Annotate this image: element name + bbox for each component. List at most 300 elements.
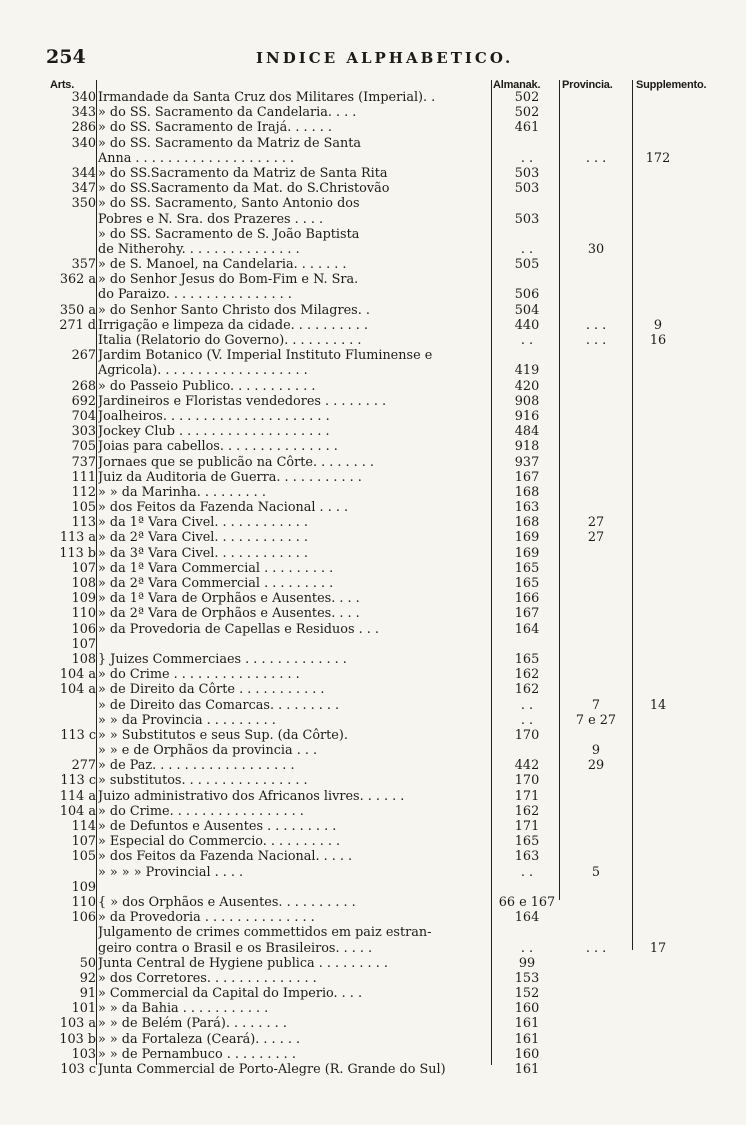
entry-almanak-page: 171 [514, 819, 540, 834]
entry-article-number [44, 242, 96, 257]
entry-description: de Nitherohy. . . . . . . . . . . . . . . [98, 241, 300, 257]
entry-supplemento-page [632, 652, 684, 667]
entry-article-number: 111 [71, 469, 96, 485]
entry-provincia-page [560, 956, 632, 971]
entry-almanak-page: 162 [514, 667, 540, 683]
index-entry [0, 151, 746, 166]
index-entries [0, 90, 746, 1077]
index-entry [0, 439, 746, 454]
column-header-arts: Arts. [50, 79, 75, 91]
entry-provincia-page [560, 773, 632, 788]
entry-provincia-page [560, 728, 632, 743]
entry-almanak-page [494, 227, 560, 242]
entry-provincia-page [560, 212, 632, 227]
index-entry [0, 166, 746, 181]
entry-provincia-page [560, 910, 632, 925]
entry-provincia-page: 27 [587, 530, 605, 546]
entry-description: Juizo administrativo dos Africanos livres. . . . . . [98, 788, 405, 804]
entry-almanak-page: 503 [514, 165, 540, 181]
entry-provincia-page [560, 804, 632, 819]
entry-article-number: 268 [71, 378, 96, 394]
entry-article-number: 91 [79, 986, 96, 1002]
entry-description: Joalheiros. . . . . . . . . . . . . . . . . . . . . [98, 408, 330, 424]
entry-description: Julgamento de crimes commettidos em paiz estran- [98, 925, 432, 941]
entry-article-number: 286 [71, 120, 96, 136]
entry-article-number [44, 865, 96, 880]
entry-almanak-page: 503 [514, 211, 540, 227]
entry-provincia-page [560, 363, 632, 378]
entry-almanak-page: 165 [514, 834, 540, 850]
index-entry [0, 394, 746, 409]
entry-almanak-page: 165 [514, 576, 540, 591]
index-entry [0, 728, 746, 743]
entry-almanak-page: 166 [514, 591, 540, 607]
entry-provincia-page [560, 606, 632, 621]
entry-article-number [44, 941, 96, 956]
entry-description: » da 2ª Vara Civel. . . . . . . . . . . . [98, 530, 308, 546]
entry-description: » dos Feitos da Fazenda Nacional. . . . . [98, 849, 353, 865]
entry-description: » Commercial da Capital do Imperio. . . . [98, 986, 363, 1002]
entry-description: » » da Marinha. . . . . . . . . [98, 484, 266, 500]
entry-description: Italia (Relatorio do Governo). . . . . . . . . . [98, 333, 362, 348]
entry-provincia-page [560, 287, 632, 302]
entry-supplemento-page: 9 [653, 317, 663, 333]
entry-almanak-page: 908 [514, 393, 540, 409]
entry-almanak-page: 505 [514, 257, 540, 273]
entry-description: Irrigação e limpeza da cidade. . . . . . . . . . [98, 317, 368, 333]
index-entry [0, 698, 746, 713]
entry-almanak-page: 918 [514, 439, 540, 455]
entry-provincia-page [560, 880, 632, 895]
entry-almanak-page: 66 e 167 [498, 894, 556, 910]
entry-supplemento-page [632, 287, 684, 302]
entry-article-number: 350 [71, 196, 96, 212]
entry-provincia-page: . . . [585, 333, 607, 348]
entry-article-number: 110 [71, 606, 96, 622]
entry-supplemento-page [632, 166, 684, 181]
index-entry [0, 606, 746, 621]
entry-supplemento-page [632, 303, 684, 318]
entry-supplemento-page [632, 485, 684, 500]
entry-almanak-page: 162 [514, 682, 540, 698]
index-entry [0, 272, 746, 287]
entry-almanak-page: 502 [514, 90, 540, 105]
index-entry [0, 895, 746, 910]
entry-provincia-page [560, 849, 632, 864]
index-entry [0, 576, 746, 591]
entry-article-number: 103 b [59, 1031, 96, 1047]
entry-description: Irmandade da Santa Cruz dos Militares (Imperial). . [98, 90, 436, 105]
entry-description [98, 637, 488, 652]
entry-provincia-page [560, 227, 632, 242]
entry-supplemento-page [632, 196, 684, 211]
entry-description: » » de Belém (Pará). . . . . . . . [98, 1016, 287, 1032]
entry-article-number: 112 [71, 484, 96, 500]
entry-article-number: 103 c [60, 1062, 96, 1077]
entry-article-number: 704 [71, 408, 96, 424]
entry-supplemento-page [632, 865, 684, 880]
index-entry [0, 941, 746, 956]
entry-supplemento-page [632, 910, 684, 925]
index-entry [0, 227, 746, 242]
entry-provincia-page [560, 409, 632, 424]
entry-almanak-page: 99 [518, 955, 536, 971]
entry-supplemento-page [632, 546, 684, 561]
entry-almanak-page: . . [520, 940, 534, 956]
entry-almanak-page: 506 [514, 287, 540, 303]
entry-supplemento-page [632, 1032, 684, 1047]
entry-article-number: 108 [71, 651, 96, 667]
entry-article-number [44, 287, 96, 302]
index-entry [0, 318, 746, 333]
entry-article-number [44, 363, 96, 378]
entry-almanak-page: 164 [514, 621, 540, 637]
entry-supplemento-page [632, 789, 684, 804]
entry-provincia-page [560, 470, 632, 485]
entry-article-number: 104 a [59, 803, 96, 819]
entry-article-number: 92 [79, 970, 96, 986]
entry-description: Jardineiros e Floristas vendedores . . . . . . . . [98, 393, 387, 409]
entry-supplemento-page [632, 1047, 684, 1062]
entry-almanak-page: 165 [514, 651, 540, 667]
entry-supplemento-page [632, 561, 684, 576]
entry-article-number: 50 [79, 955, 96, 971]
index-entry [0, 652, 746, 667]
entry-article-number: 107 [71, 560, 96, 576]
entry-provincia-page [560, 1062, 632, 1077]
entry-provincia-page [560, 789, 632, 804]
entry-almanak-page [494, 196, 560, 211]
entry-article-number: 344 [71, 165, 96, 181]
entry-supplemento-page [632, 713, 684, 728]
entry-article-number [44, 333, 96, 348]
entry-description: » do Crime . . . . . . . . . . . . . . . . [98, 667, 300, 683]
entry-supplemento-page [632, 834, 684, 849]
entry-supplemento-page [632, 242, 684, 257]
entry-supplemento-page [632, 1001, 684, 1016]
entry-article-number: 103 [71, 1046, 96, 1062]
entry-provincia-page [560, 257, 632, 272]
index-entry [0, 622, 746, 637]
entry-article-number [44, 698, 96, 713]
entry-supplemento-page [632, 136, 684, 151]
entry-article-number: 114 a [59, 788, 96, 804]
entry-article-number: 340 [71, 135, 96, 151]
entry-description [98, 880, 488, 895]
index-entry [0, 287, 746, 302]
index-entry [0, 758, 746, 773]
entry-article-number: 110 [71, 894, 96, 910]
entry-supplemento-page: 17 [649, 940, 667, 956]
entry-description: » substitutos. . . . . . . . . . . . . . . . [98, 773, 308, 789]
index-entry [0, 819, 746, 834]
entry-description: » do SS. Sacramento da Candelaria. . . . [98, 105, 357, 121]
entry-description: » do SS. Sacramento de S. João Baptista [98, 226, 360, 242]
entry-provincia-page [560, 166, 632, 181]
index-entry [0, 257, 746, 272]
entry-provincia-page [560, 394, 632, 409]
entry-provincia-page [560, 622, 632, 637]
entry-almanak-page: 168 [514, 515, 540, 531]
entry-provincia-page [560, 971, 632, 986]
entry-supplemento-page [632, 120, 684, 135]
entry-almanak-page: 152 [514, 986, 540, 1002]
entry-provincia-page: . . . [585, 150, 607, 166]
entry-article-number: 705 [71, 439, 96, 455]
entry-provincia-page: 29 [587, 758, 605, 774]
entry-supplemento-page [632, 667, 684, 682]
entry-supplemento-page [632, 1062, 684, 1077]
entry-description: Jardim Botanico (V. Imperial Instituto Fluminense e [98, 348, 433, 364]
entry-description: do Paraizo. . . . . . . . . . . . . . . . [98, 287, 292, 303]
entry-description: » de Paz. . . . . . . . . . . . . . . . . . [98, 758, 295, 774]
entry-article-number: 271 d [59, 317, 96, 333]
entry-supplemento-page: 16 [649, 333, 667, 348]
entry-provincia-page [560, 272, 632, 287]
entry-article-number: 737 [71, 454, 96, 470]
index-entry [0, 196, 746, 211]
entry-supplemento-page [632, 576, 684, 591]
entry-almanak-page: 504 [514, 302, 540, 318]
index-entry [0, 515, 746, 530]
entry-description: » de Defuntos e Ausentes . . . . . . . . . [98, 819, 337, 834]
entry-almanak-page: 162 [514, 803, 540, 819]
entry-description: Juiz da Auditoria de Guerra. . . . . . . . . . . [98, 469, 362, 485]
entry-provincia-page [560, 652, 632, 667]
entry-article-number: 108 [71, 576, 96, 591]
entry-supplemento-page [632, 181, 684, 196]
entry-supplemento-page: 172 [645, 150, 671, 166]
entry-description: » » da Bahia . . . . . . . . . . . [98, 1001, 269, 1017]
entry-supplemento-page [632, 439, 684, 454]
entry-supplemento-page [632, 455, 684, 470]
entry-supplemento-page: 14 [649, 697, 667, 713]
entry-description: Jockey Club . . . . . . . . . . . . . . . . . . . [98, 424, 330, 440]
entry-article-number: 107 [71, 636, 96, 652]
index-entry [0, 485, 746, 500]
entry-provincia-page: 5 [591, 864, 601, 880]
entry-almanak-page: 168 [514, 484, 540, 500]
entry-almanak-page: 937 [514, 454, 540, 470]
entry-article-number: 113 b [59, 545, 96, 561]
entry-supplemento-page [632, 257, 684, 272]
entry-description: » do SS. Sacramento, Santo Antonio dos [98, 196, 360, 212]
entry-supplemento-page [632, 758, 684, 773]
entry-provincia-page [560, 819, 632, 834]
entry-almanak-page: 442 [514, 758, 540, 774]
index-entry [0, 379, 746, 394]
index-entry [0, 773, 746, 788]
entry-supplemento-page [632, 515, 684, 530]
entry-almanak-page: 419 [514, 363, 540, 379]
entry-article-number: 362 a [59, 272, 96, 288]
index-entry [0, 181, 746, 196]
entry-provincia-page [560, 986, 632, 1001]
entry-article-number: 340 [71, 90, 96, 105]
entry-provincia-page: . . . [585, 940, 607, 956]
entry-description: » do SS.Sacramento da Mat. do S.Christovão [98, 181, 390, 197]
index-entry [0, 500, 746, 515]
entry-almanak-page: 440 [514, 317, 540, 333]
entry-description: » do Senhor Jesus do Bom-Fim e N. Sra. [98, 272, 359, 288]
entry-provincia-page [560, 834, 632, 849]
entry-description: » da 2ª Vara Commercial . . . . . . . . . [98, 576, 334, 591]
entry-supplemento-page [632, 728, 684, 743]
index-entry [0, 90, 746, 105]
column-header-almanak: Almanak. [493, 79, 541, 91]
entry-supplemento-page [632, 986, 684, 1001]
entry-provincia-page: . . . [585, 317, 607, 333]
entry-article-number [44, 151, 96, 166]
index-entry [0, 849, 746, 864]
entry-description: » da 2ª Vara de Orphãos e Ausentes. . . . [98, 606, 360, 622]
entry-description: » da Provedoria . . . . . . . . . . . . . . [98, 910, 315, 926]
index-entry [0, 212, 746, 227]
entry-article-number [44, 713, 96, 728]
entry-article-number: 347 [71, 181, 96, 197]
entry-supplemento-page [632, 849, 684, 864]
entry-description: » do SS.Sacramento da Matriz de Santa Rita [98, 165, 388, 181]
entry-description: { » dos Orphãos e Ausentes. . . . . . . . . . [98, 894, 356, 910]
entry-article-number: 113 [71, 515, 96, 531]
entry-article-number: 103 a [59, 1016, 96, 1032]
entry-supplemento-page [632, 272, 684, 287]
index-entry [0, 1032, 746, 1047]
entry-almanak-page: 161 [514, 1031, 540, 1047]
entry-almanak-page: 169 [514, 545, 540, 561]
entry-almanak-page: 420 [514, 378, 540, 394]
entry-article-number: 350 a [59, 302, 96, 318]
index-entry [0, 682, 746, 697]
entry-almanak-page [494, 743, 560, 758]
entry-supplemento-page [632, 637, 684, 652]
entry-provincia-page [560, 348, 632, 363]
entry-almanak-page: 165 [514, 560, 540, 576]
entry-description: » da Provedoria de Capellas e Residuos . . . [98, 621, 379, 637]
entry-description: » de Direito da Côrte . . . . . . . . . . . [98, 682, 325, 698]
index-entry [0, 834, 746, 849]
entry-almanak-page: 163 [514, 849, 540, 865]
index-entry [0, 136, 746, 151]
entry-description: » do Crime. . . . . . . . . . . . . . . . . [98, 803, 304, 819]
entry-almanak-page: . . [520, 150, 534, 166]
entry-description: » » da Fortaleza (Ceará). . . . . . [98, 1031, 301, 1047]
entry-article-number: 106 [71, 621, 96, 637]
entry-article-number: 113 c [60, 773, 96, 789]
entry-article-number: 113 a [59, 530, 96, 546]
entry-description: » do Passeio Publico. . . . . . . . . . . [98, 378, 316, 394]
index-entry [0, 333, 746, 348]
entry-supplemento-page [632, 895, 684, 910]
entry-almanak-page: 484 [514, 424, 540, 440]
entry-almanak-page: 161 [514, 1062, 540, 1077]
entry-provincia-page [560, 561, 632, 576]
entry-description: Anna . . . . . . . . . . . . . . . . . . . . [98, 150, 295, 166]
index-entry [0, 667, 746, 682]
entry-provincia-page: 7 [591, 697, 601, 713]
entry-supplemento-page [632, 409, 684, 424]
entry-supplemento-page [632, 348, 684, 363]
entry-almanak-page: . . [520, 333, 534, 348]
entry-article-number: 277 [71, 758, 96, 774]
entry-almanak-page: 163 [514, 500, 540, 516]
entry-almanak-page: 160 [514, 1001, 540, 1017]
page-title: INDICE ALPHABETICO. [256, 49, 514, 67]
entry-supplemento-page [632, 682, 684, 697]
entry-provincia-page [560, 591, 632, 606]
entry-article-number: 107 [71, 834, 96, 850]
index-entry [0, 591, 746, 606]
entry-supplemento-page [632, 956, 684, 971]
entry-description: » do Senhor Santo Christo dos Milagres. . [98, 302, 370, 318]
entry-supplemento-page [632, 379, 684, 394]
entry-provincia-page [560, 485, 632, 500]
column-header-supplemento: Supplemento. [636, 79, 707, 91]
entry-provincia-page [560, 1047, 632, 1062]
entry-description: » » » » Provincial . . . . [98, 864, 244, 880]
entry-almanak-page: . . [520, 712, 534, 728]
entry-description: » dos Feitos da Fazenda Nacional . . . . [98, 500, 349, 516]
entry-description: » » de Pernambuco . . . . . . . . . [98, 1046, 296, 1062]
entry-provincia-page [560, 105, 632, 120]
entry-almanak-page: 160 [514, 1046, 540, 1062]
entry-almanak-page: 161 [514, 1016, 540, 1032]
index-entry [0, 925, 746, 940]
entry-provincia-page [560, 379, 632, 394]
entry-provincia-page: 30 [587, 241, 605, 257]
entry-article-number: 105 [71, 500, 96, 516]
entry-supplemento-page [632, 971, 684, 986]
entry-almanak-page: 164 [514, 910, 540, 926]
entry-article-number [44, 227, 96, 242]
entry-supplemento-page [632, 500, 684, 515]
entry-provincia-page: 27 [587, 515, 605, 531]
entry-supplemento-page [632, 530, 684, 545]
entry-supplemento-page [632, 606, 684, 621]
entry-article-number: 101 [71, 1001, 96, 1017]
entry-description: » da 3ª Vara Civel. . . . . . . . . . . . [98, 545, 308, 561]
entry-supplemento-page [632, 773, 684, 788]
entry-article-number: 114 [71, 819, 96, 834]
entry-article-number: 303 [71, 424, 96, 440]
entry-almanak-page: 169 [514, 530, 540, 546]
entry-description: » do SS. Sacramento de Irajá. . . . . . [98, 120, 332, 136]
entry-almanak-page [494, 637, 560, 652]
entry-provincia-page [560, 576, 632, 591]
entry-description: Jornaes que se publicão na Côrte. . . . . . . . [98, 454, 374, 470]
entry-almanak-page: . . [520, 241, 534, 257]
entry-almanak-page: 153 [514, 970, 540, 986]
entry-supplemento-page [632, 227, 684, 242]
entry-provincia-page [560, 682, 632, 697]
entry-description: Agricola). . . . . . . . . . . . . . . . . . . [98, 363, 308, 379]
index-entry [0, 242, 746, 257]
entry-description: Junta Central de Hygiene publica . . . . . . . . . [98, 955, 388, 971]
entry-supplemento-page [632, 804, 684, 819]
entry-description: » » Substitutos e seus Sup. (da Côrte). [98, 727, 348, 743]
index-entry [0, 1001, 746, 1016]
entry-provincia-page [560, 667, 632, 682]
entry-supplemento-page [632, 90, 684, 105]
entry-supplemento-page [632, 591, 684, 606]
index-entry [0, 120, 746, 135]
entry-supplemento-page [632, 394, 684, 409]
page-number: 254 [46, 46, 86, 68]
index-entry [0, 789, 746, 804]
entry-description: » da 1ª Vara Civel. . . . . . . . . . . . [98, 515, 308, 531]
entry-provincia-page [560, 500, 632, 515]
entry-almanak-page: 167 [514, 606, 540, 622]
